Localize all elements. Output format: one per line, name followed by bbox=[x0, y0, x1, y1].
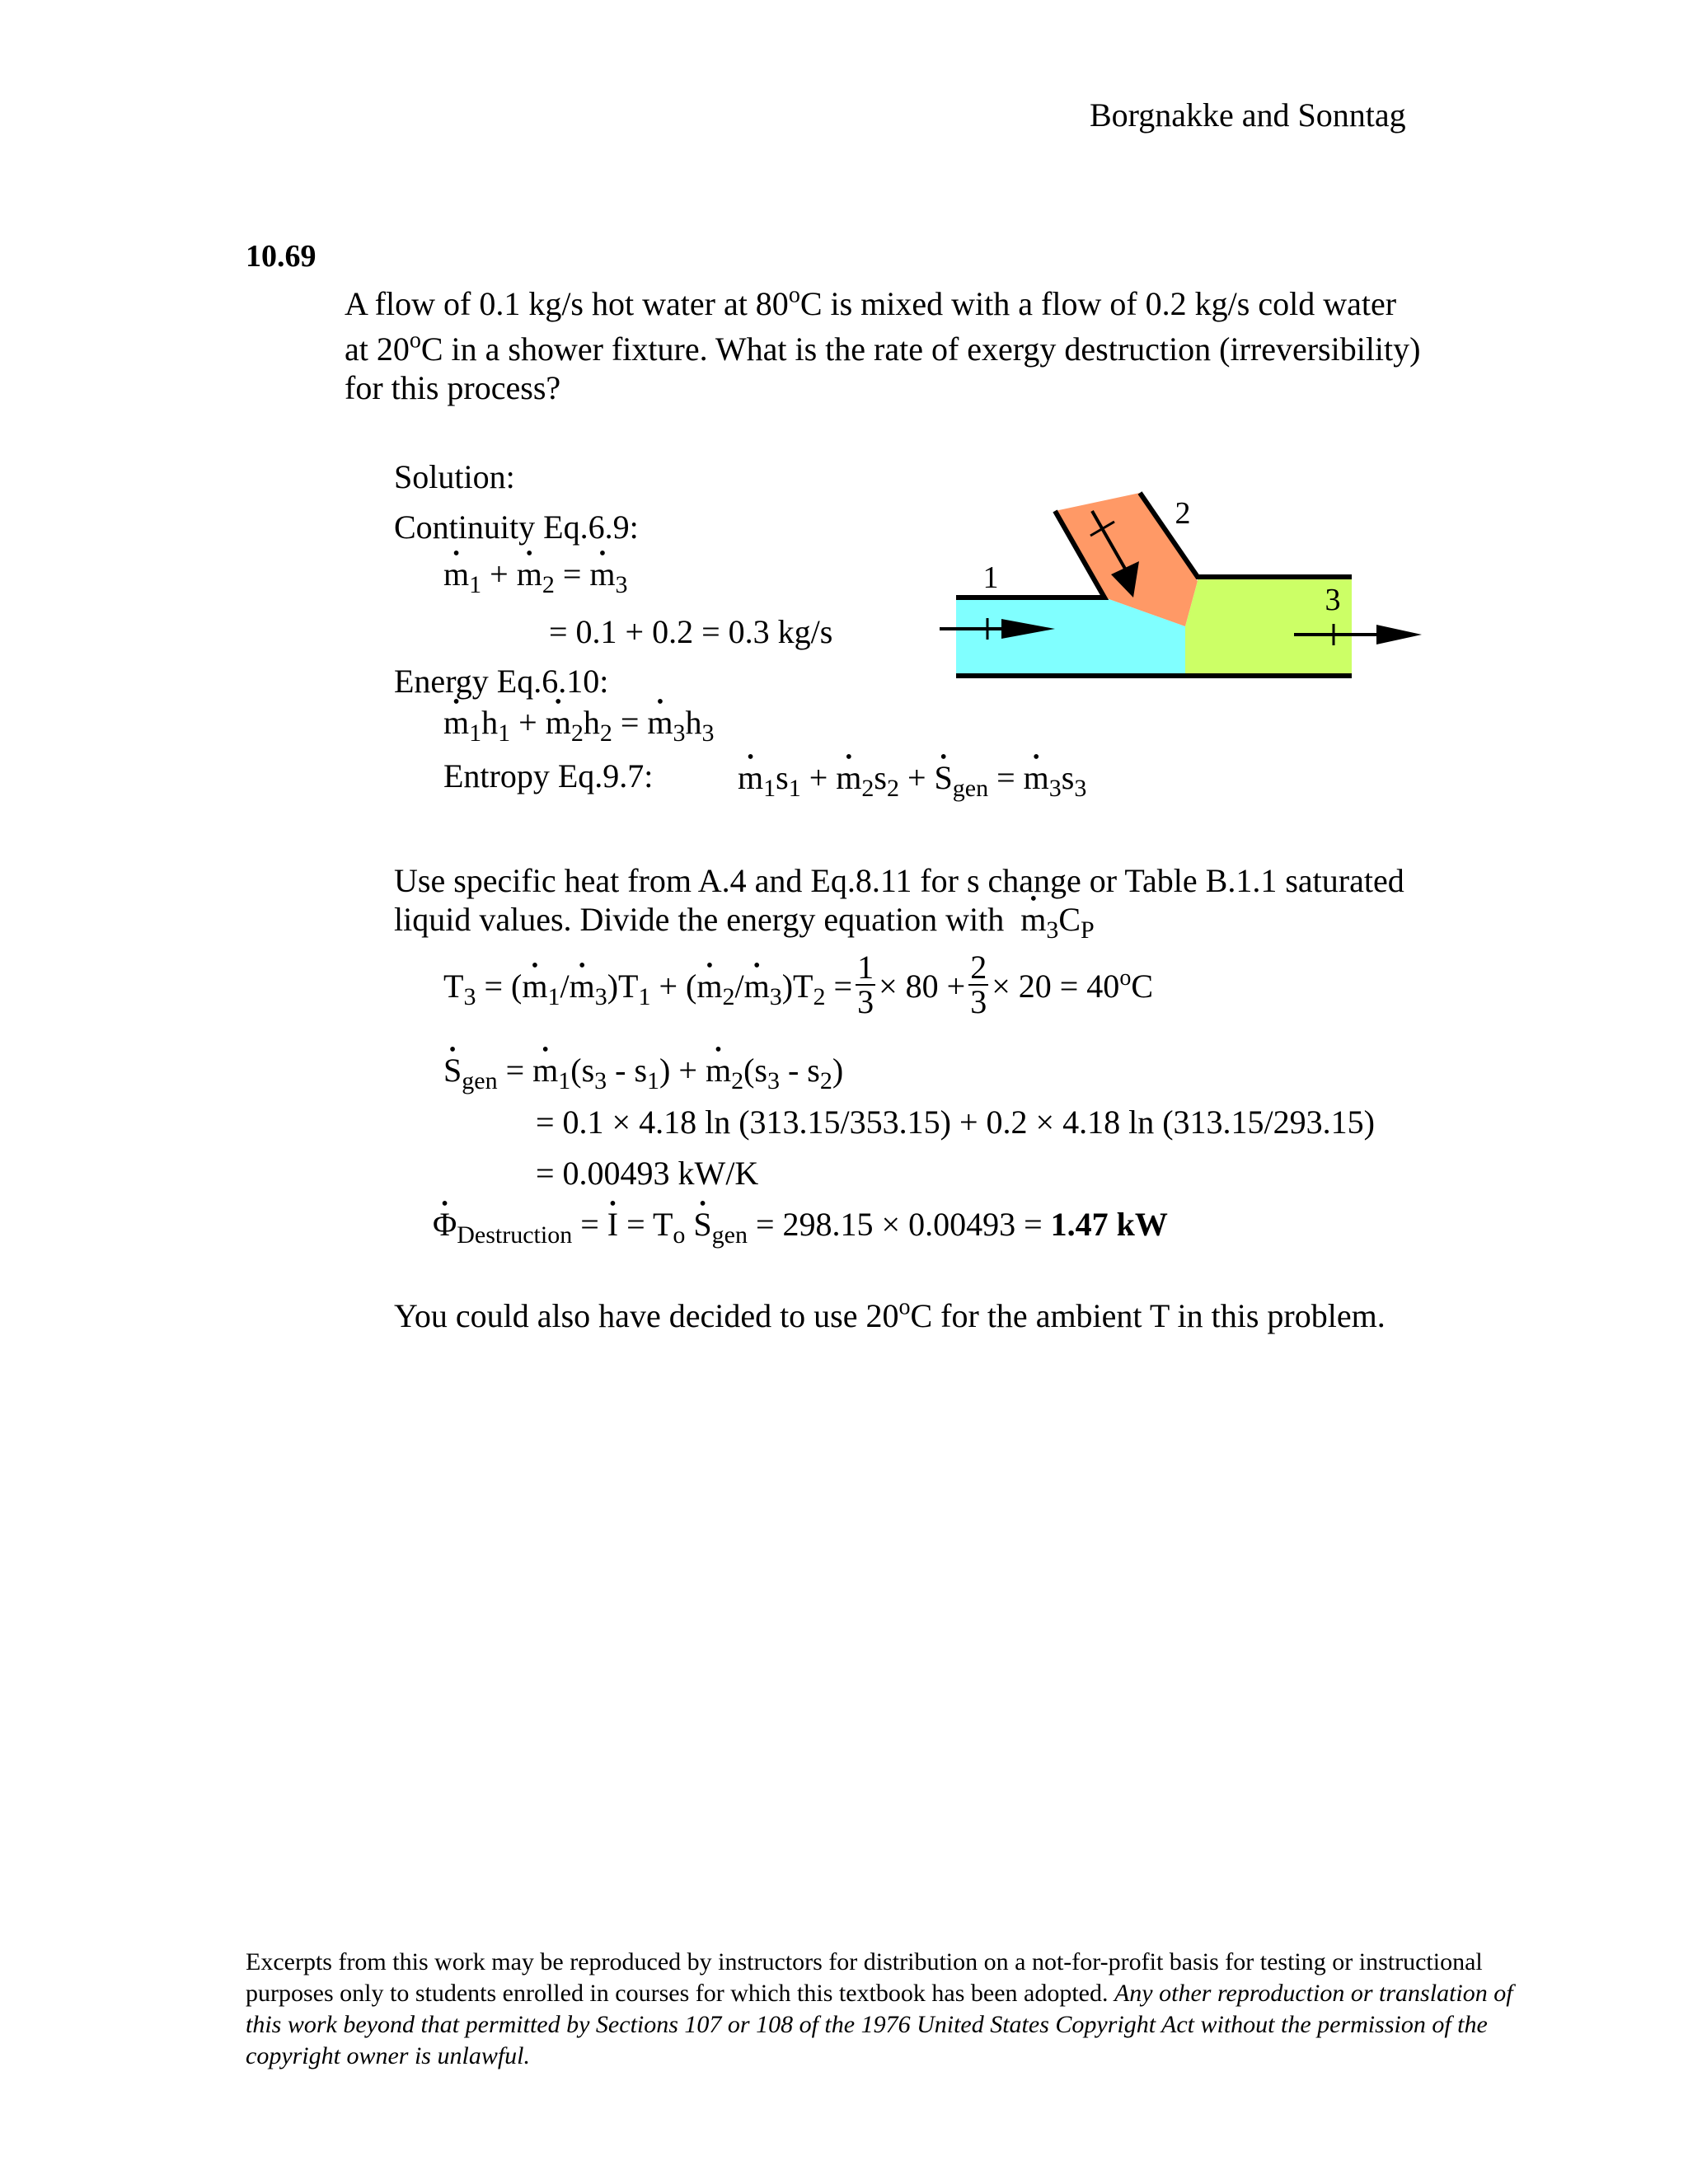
problem-number: 10.69 bbox=[246, 239, 316, 274]
solution-heading: Solution: bbox=[394, 458, 515, 495]
sgen-result: = 0.00493 kW/K bbox=[536, 1155, 759, 1192]
t3-equation: $T_3$ = (• $m_1/•$ $m_3)T_1$ + (• $m_2/•$ $m_3)T_2$ = $\frac{1}{3}$ × 80 + $\frac{2}{3}$ × $20 = 40^oC$ bbox=[443, 956, 1153, 1024]
header-authors: Borgnakke and Sonntag bbox=[1090, 96, 1406, 134]
continuity-values: = 0.1 + 0.2 = 0.3 kg/s bbox=[549, 613, 833, 650]
diagram-label-1: 1 bbox=[982, 560, 999, 595]
sgen-equation: • $S_{gen}$ = • $m_1(s_3 - s_1)$ + • $m_2(s_3 - s_2)$ bbox=[443, 1051, 843, 1090]
energy-label: Energy Eq.6.10: bbox=[394, 663, 609, 700]
specific-heat-line-2: liquid values. Divide the energy equation with • $m_3C_P$ bbox=[394, 900, 1095, 940]
flow-arrow-3-head bbox=[1376, 625, 1422, 644]
problem-line-3: for this process? bbox=[345, 369, 561, 406]
diagram-label-3: 3 bbox=[1325, 583, 1341, 617]
entropy-label: Entropy Eq.9.7: bbox=[443, 757, 654, 794]
copyright-footer: Excerpts from this work may be reproduced by instructors for distribution on a not-for-profit basis for testing or instructional purposes only to students enrolled in courses for which this textbook has been adopted. Any other reproduction or translation of this work beyond that permitted by Sections 107 or 108 of the 1976 United States Copyright Act without the permission of the copyright owner is unlawful. bbox=[246, 1948, 1513, 2069]
destruction-result: 1.47 kW bbox=[1050, 1206, 1168, 1243]
specific-heat-line-1: Use specific heat from A.4 and Eq.8.11 for s change or Table B.1.1 saturated bbox=[394, 862, 1404, 899]
sgen-numeric: = 0.1 × 4.18 ln (313.15/353.15) + 0.2 × 4.18 ln (313.15/293.15) bbox=[536, 1104, 1375, 1141]
mixing-diagram bbox=[931, 482, 1426, 688]
fraction-two-thirds: $\frac{2}{3}$ bbox=[970, 949, 987, 1020]
problem-line-1: A flow of 0.1 kg/s hot water at 80$^o$C is mixed with a flow of 0.2 kg/s cold water bbox=[345, 282, 1397, 322]
continuity-label: Continuity Eq.6.9: bbox=[394, 509, 639, 546]
energy-equation: • $m_1h_1$ + • $m_2h_2$ = • $m_3h_3$ bbox=[443, 703, 715, 743]
entropy-equation: • $m_1s_1$ + • $m_2s_2$ + • $S_{gen}$ = • $m_3s_3$ bbox=[738, 758, 1086, 798]
destruction-equation: • $\Phi_{Destruction}$ = • $I = T_o$ • $S_{gen} = 298.15 \times 0.00493 = 1.47$ kW bbox=[433, 1205, 1168, 1244]
problem-line-2: at 20$^o$C in a shower fixture. What is the rate of exergy destruction (irreversibility) bbox=[345, 327, 1421, 368]
continuity-equation: • $m_1$ + • $m_2$ = • $m_3$ bbox=[443, 555, 628, 594]
diagram-label-2: 2 bbox=[1175, 496, 1191, 531]
fraction-one-third: $\frac{1}{3}$ bbox=[857, 949, 874, 1020]
ambient-note: You could also have decided to use 20$^o$C for the ambient T in this problem. bbox=[394, 1294, 1386, 1334]
